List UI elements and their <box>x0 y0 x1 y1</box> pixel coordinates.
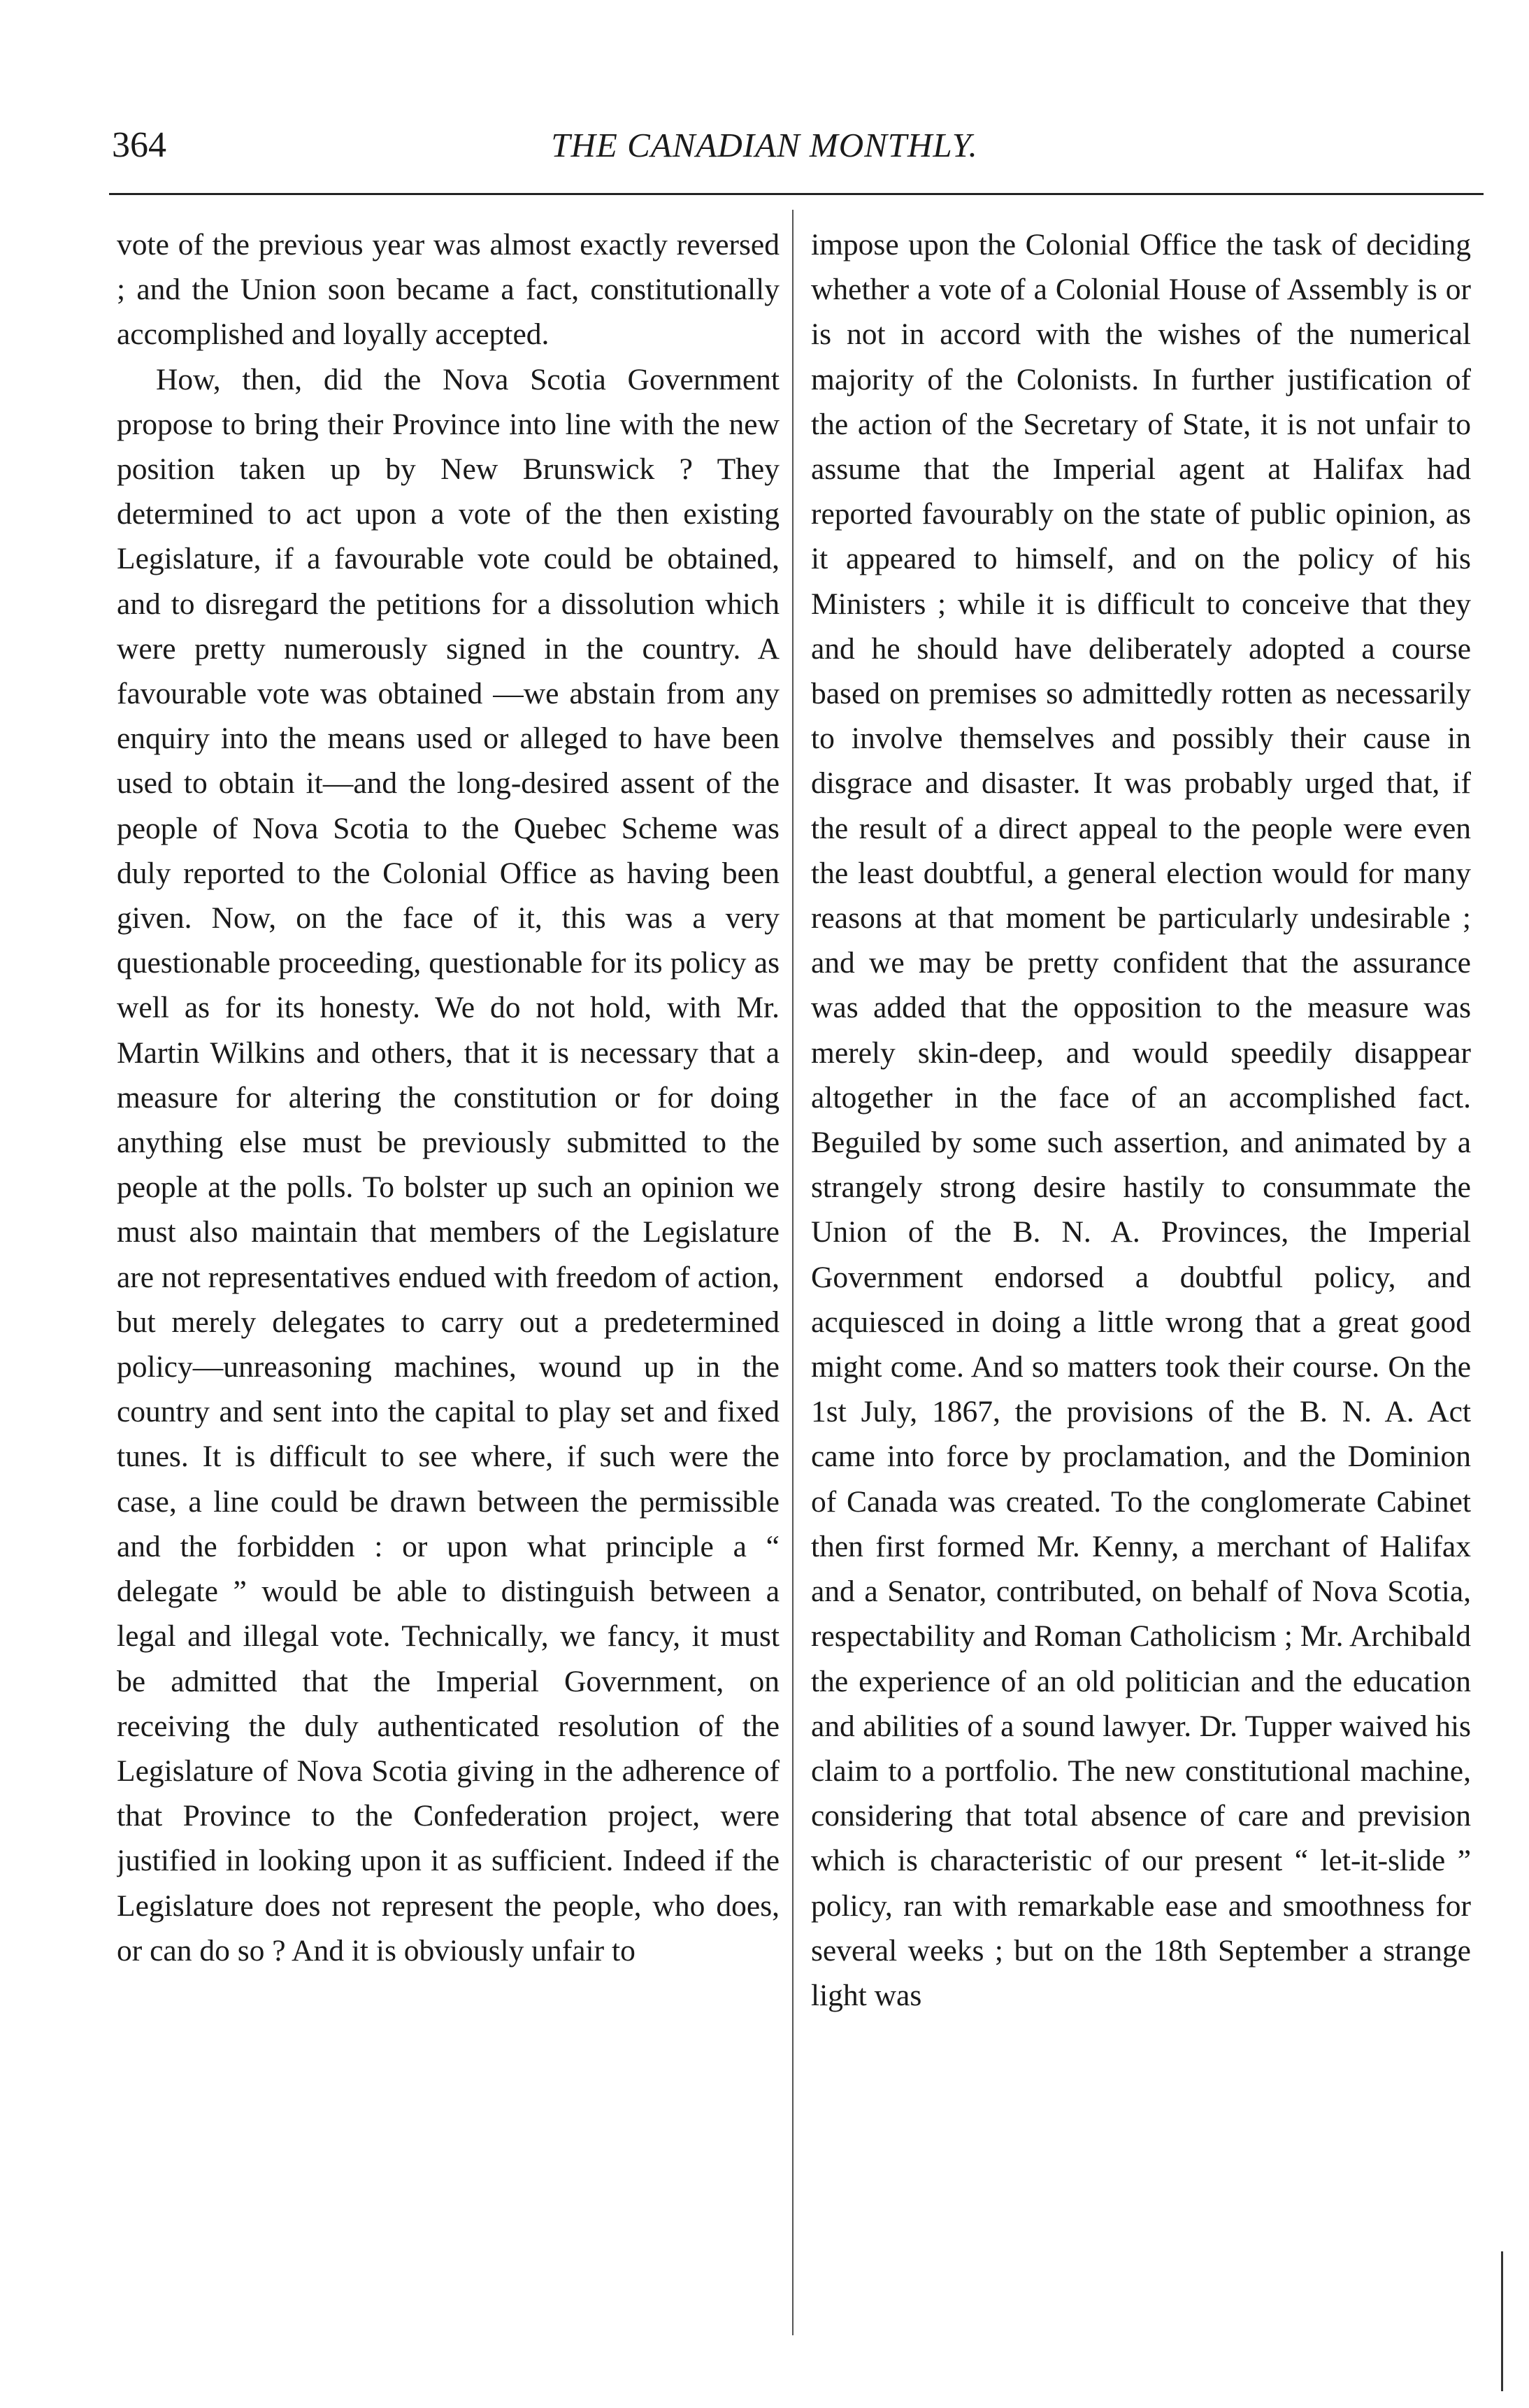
paragraph: impose upon the Colonial Office the task of deciding whether a vote of a Colonial House of Assembly is or is not in accord with the wishes of the numerical majority of the Colonists. In further justification of the action of the Secretary of State, it is not unfair to assume that the Imperial agent at Halifax had reported favourably on the state of public opinion, as it appeared to himself, and on the policy of his Ministers ; while it is difficult to conceive that they and he should have deliberately adopted a course based on premises so admittedly rotten as necessarily to involve themselves and possibly their cause in disgrace and disaster. It was probably urged that, if the result of a direct appeal to the people were even the least doubtful, a general election would for many reasons at that moment be particularly undesirable ; and we may be pretty confident that the assurance was added that the opposition to the measure was merely skin-deep, and would speedily disappear altogether in the face of an accomplished fact. Beguiled by some such assertion, and animated by a strangely strong desire hastily to consummate the Union of the B. N. A. Provinces, the Imperial Government endorsed a doubtful policy, and acquiesced in doing a little wrong that a great good might come. And so matters took their course. On the 1st July, 1867, the provisions of the B. N. A. Act came into force by proclamation, and the Dominion of Canada was created. To the conglomerate Cabinet then first formed Mr. Kenny, a merchant of Halifax and a Senator, contributed, on behalf of Nova Scotia, respectability and Roman Catholicism ; Mr. Archibald the experience of an old politician and the education and abilities of a sound lawyer. Dr. Tupper waived his claim to a portfolio. The new constitutional machine, considering that total absence of care and prevision which is characteristic of our present “ let-it-slide ” policy, ran with remarkable ease and smoothness for several weeks ; but on the 18th September a strange light was <box>811 228 1471 2012</box>
left-column <box>117 222 780 1973</box>
paragraph: vote of the previous year was almost exactly reversed ; and the Union soon became a fact, constitutionally accomplished and loyally accepted. <box>117 228 780 352</box>
running-head: THE CANADIAN MONTHLY. <box>551 126 978 164</box>
paragraph: How, then, did the Nova Scotia Government propose to bring their Province into line with the new position taken up by New Brunswick ? They determined to act upon a vote of the then existing Legislature, if a favourable vote could be obtained, and to disregard the petitions for a dissolution which were pretty numerously signed in the country. A favourable vote was obtained —we abstain from any enquiry into the means used or alleged to have been used to obtain it—and the long-desired assent of the people of Nova Scotia to the Quebec Scheme was duly reported to the Colonial Office as having been given. Now, on the face of it, this was a very questionable proceeding, questionable for its policy as well as for its honesty. We do not hold, with Mr. Martin Wilkins and others, that it is necessary that a measure for altering the constitution or for doing anything else must be previously submitted to the people at the polls. To bolster up such an opinion we must also maintain that members of the Legislature are not representatives endued with freedom of action, but merely delegates to carry out a predetermined policy—unreasoning machines, wound up in the country and sent into the capital to play set and fixed tunes. It is difficult to see where, if such were the case, a line could be drawn between the permissible and the forbidden : or upon what principle a “ delegate ” would be able to distinguish between a legal and illegal vote. Technically, we fancy, it must be admitted that the Imperial Government, on receiving the duly authenticated resolution of the Legislature of Nova Scotia giving in the adherence of that Province to the Confederation project, were justified in looking upon it as sufficient. Indeed if the Legislature does not represent the people, who does, or can do so ? And it is obviously unfair to <box>117 362 780 1968</box>
right-column <box>811 222 1471 2018</box>
page-number: 364 <box>112 125 166 165</box>
header-rule <box>109 193 1484 195</box>
column-divider <box>792 210 794 2335</box>
page-edge-mark <box>1501 2251 1503 2391</box>
